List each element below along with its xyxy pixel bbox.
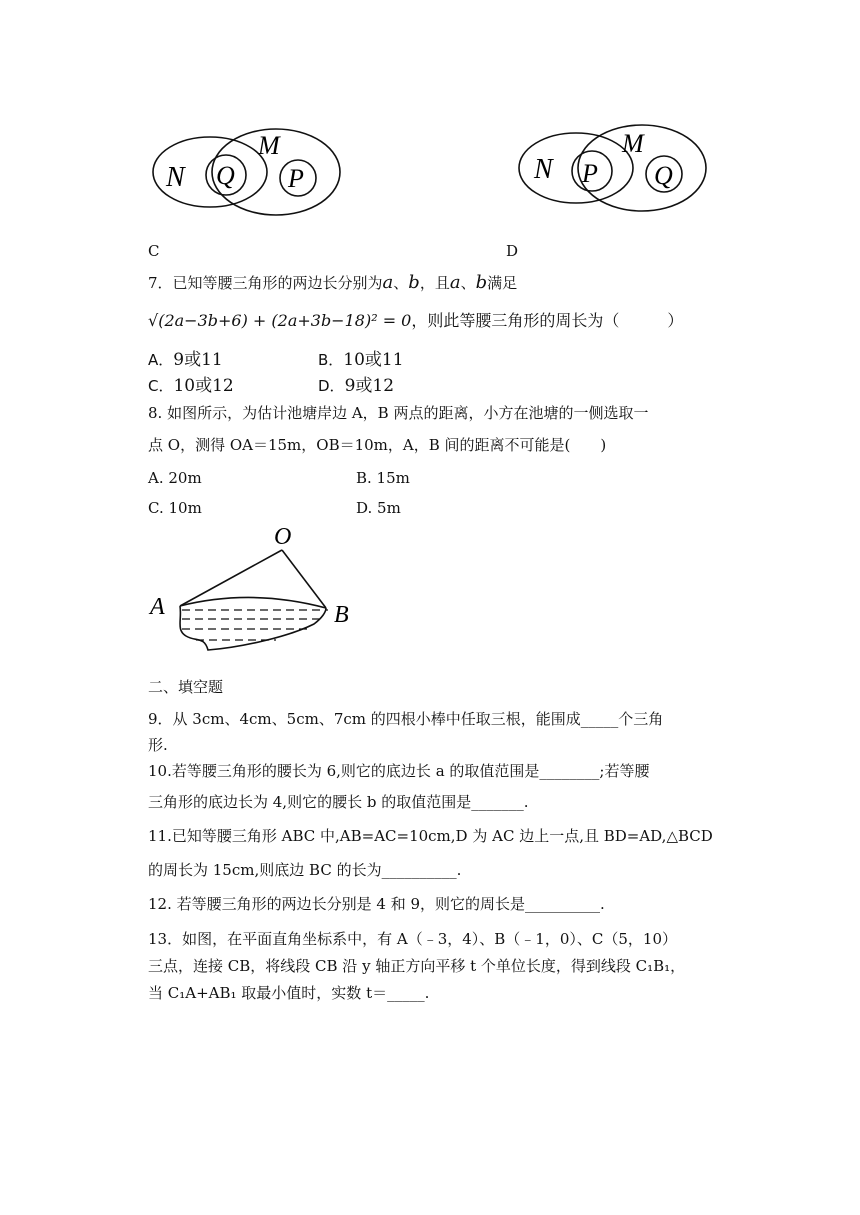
diagram-c-caption: C: [148, 242, 160, 260]
question-13-line-1: 13．如图，在平面直角坐标系中，有 A（﹣3，4）、B（﹣1，0）、C（5，10）: [148, 930, 677, 948]
question-13-line-3: 当 C₁A+AB₁ 取最小值时，实数 t＝_____.: [148, 984, 430, 1002]
question-11-line-2: 的周长为 15cm,则底边 BC 的长为__________.: [148, 861, 462, 879]
q7-text-mid: ，且: [419, 274, 450, 292]
q7-sep: 、: [393, 274, 409, 292]
question-11-line-1: 11.已知等腰三角形 ABC 中,AB=AC=10cm,D 为 AC 边上一点,且 BD=AD,△BCD: [148, 827, 713, 845]
venn-d-label-n: N: [534, 154, 553, 185]
venn-d-label-m: M: [622, 129, 644, 158]
q7-option-a: A．9或11: [148, 350, 223, 370]
q7-text-prefix: 7．已知等腰三角形的两边长分别为: [148, 274, 383, 292]
q7-equation: √(2a−3b+6) + (2a+3b−18)² = 0: [148, 311, 412, 330]
venn-c-label-q: Q: [216, 161, 235, 190]
question-7-equation-line: [148, 311, 683, 331]
question-10-line-1: 10.若等腰三角形的腰长为 6,则它的底边长 a 的取值范围是________;若等腰: [148, 762, 650, 780]
question-7-stem: [148, 273, 517, 293]
pond-figure: [146, 520, 366, 665]
q7-option-d: D．9或12: [318, 376, 395, 396]
q7-text-end: 满足: [487, 274, 518, 292]
venn-d-label-p: P: [582, 159, 598, 188]
q7-var-b: b: [408, 272, 420, 293]
pond-label-o: O: [274, 524, 292, 550]
venn-c-label-n: N: [166, 162, 185, 193]
venn-diagram-c: [148, 120, 348, 220]
venn-c-label-m: M: [258, 131, 280, 160]
q7-var-a-2: a: [449, 272, 461, 293]
pond-label-a: A: [150, 594, 165, 620]
q8-option-c: C. 10m: [148, 499, 202, 517]
section-title: 二、填空题: [148, 678, 224, 696]
q8-option-a: A. 20m: [148, 469, 202, 487]
question-8-line-1: 8. 如图所示，为估计池塘岸边 A，B 两点的距离，小方在池塘的一侧选取一: [148, 404, 649, 422]
diagram-d-caption: D: [506, 242, 519, 260]
q8-option-b: B. 15m: [356, 469, 410, 487]
q7-option-b: B．10或11: [318, 350, 404, 370]
q7-var-a: a: [382, 272, 394, 293]
question-9-line-1: 9．从 3cm、4cm、5cm、7cm 的四根小棒中任取三根，能围成_____个三角: [148, 710, 664, 728]
question-8-line-2: 点 O，测得 OA＝15m，OB＝10m，A，B 间的距离不可能是( ): [148, 436, 607, 454]
venn-c-label-p: P: [288, 164, 304, 193]
question-9-line-2: 形.: [148, 736, 168, 754]
venn-diagram-d: [514, 118, 714, 218]
q7-option-c: C．10或12: [148, 376, 234, 396]
question-10-line-2: 三角形的底边长为 4,则它的腰长 b 的取值范围是_______.: [148, 793, 529, 811]
venn-d-label-q: Q: [654, 161, 673, 190]
q7-eq-tail: ，则此等腰三角形的周长为（ ）: [411, 311, 684, 330]
question-12-line-1: 12. 若等腰三角形的两边长分别是 4 和 9，则它的周长是__________.: [148, 895, 605, 913]
q7-sep-2: 、: [460, 274, 476, 292]
q8-option-d: D. 5m: [356, 499, 401, 517]
question-13-line-2: 三点，连接 CB，将线段 CB 沿 y 轴正方向平移 t 个单位长度，得到线段 C₁B₁，: [148, 957, 686, 975]
pond-label-b: B: [334, 602, 349, 628]
q7-var-b-2: b: [475, 272, 488, 293]
